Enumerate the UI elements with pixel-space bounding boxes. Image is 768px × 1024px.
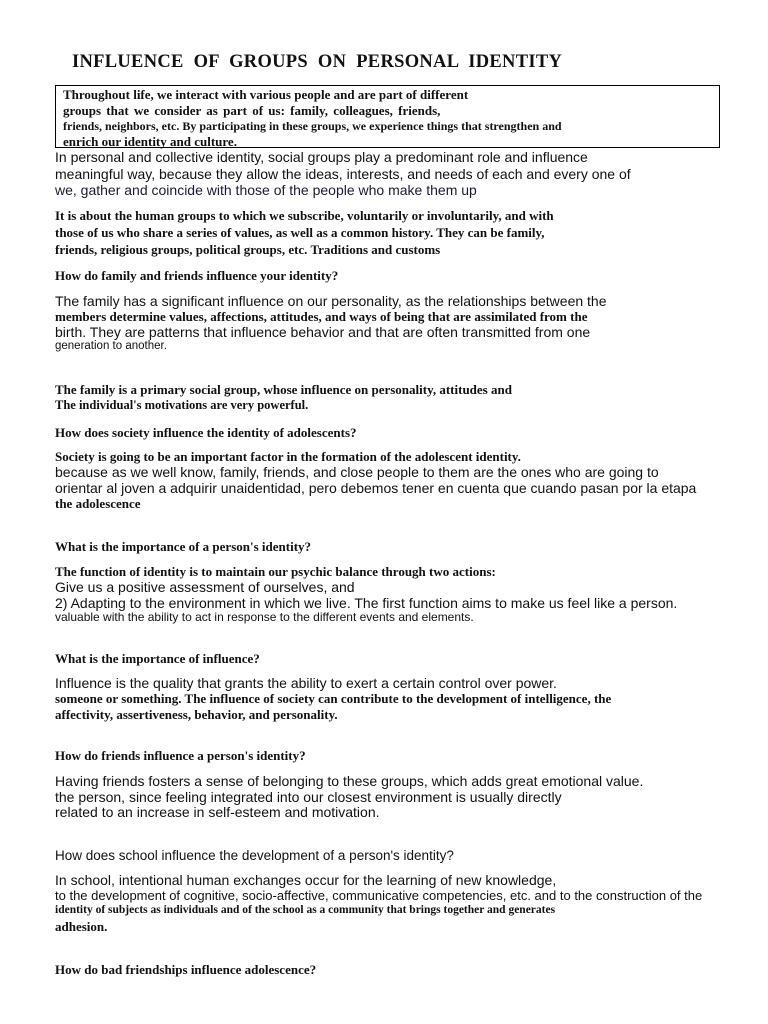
paragraph-line: the person, since feeling integrated into our closest environment is usually directly <box>55 789 562 805</box>
paragraph-line: Influence is the quality that grants the ability to exert a certain control over power. <box>55 675 557 691</box>
intro-line: Throughout life, we interact with various people and are part of different <box>63 87 469 102</box>
paragraph-line: birth. They are patterns that influence behavior and that are often transmitted from one <box>55 324 591 340</box>
intro-line: groups that we consider as part of us: family, colleagues, friends, <box>63 103 441 118</box>
paragraph-line: valuable with the ability to act in response to the different events and elements. <box>55 610 474 624</box>
paragraph-line: orientar al joven a adquirir unaidentidad, pero debemos tener en cuenta que cuando pasan por la etapa <box>55 480 697 496</box>
paragraph-line: friends, religious groups, political groups, etc. Traditions and customs <box>55 242 441 257</box>
paragraph-line: The individual's motivations are very powerful. <box>55 398 309 412</box>
question-heading: How does society influence the identity of adolescents? <box>55 425 357 440</box>
paragraph-line: 2) Adapting to the environment in which we live. The first function aims to make us feel like a person. <box>55 595 678 611</box>
question-heading: How do family and friends influence your identity? <box>55 268 339 283</box>
paragraph-line: Give us a positive assessment of ourselves, and <box>55 579 355 595</box>
paragraph-line: affectivity, assertiveness, behavior, and personality. <box>55 707 338 722</box>
question-heading: What is the importance of influence? <box>55 651 260 666</box>
paragraph-line: In school, intentional human exchanges occur for the learning of new knowledge, <box>55 872 557 888</box>
paragraph-line: members determine values, affections, attitudes, and ways of being that are assimilated from the <box>55 309 588 324</box>
paragraph-line: we, gather and coincide with those of the people who make them up <box>55 182 477 198</box>
question-heading: What is the importance of a person's identity? <box>55 539 312 554</box>
paragraph-line: someone or something. The influence of society can contribute to the development of intelligence, the <box>55 691 612 706</box>
paragraph-line: In personal and collective identity, social groups play a predominant role and influence <box>55 149 588 165</box>
paragraph-line: adhesion. <box>55 919 108 934</box>
paragraph-line: The family has a significant influence on our personality, as the relationships between the <box>55 293 607 309</box>
paragraph-line: generation to another. <box>55 340 167 352</box>
page-title: INFLUENCE OF GROUPS ON PERSONAL IDENTITY <box>72 52 563 72</box>
paragraph-line: related to an increase in self-esteem and motivation. <box>55 804 380 820</box>
paragraph-line: Society is going to be an important factor in the formation of the adolescent identity. <box>55 449 521 464</box>
question-heading: How does school influence the development of a person's identity? <box>55 848 454 863</box>
paragraph-line: those of us who share a series of values, as well as a common history. They can be family, <box>55 225 545 240</box>
paragraph-line: The function of identity is to maintain our psychic balance through two actions: <box>55 564 496 579</box>
paragraph-line: because as we well know, family, friends, and close people to them are the ones who are going to <box>55 464 659 480</box>
paragraph-line: meaningful way, because they allow the ideas, interests, and needs of each and every one of <box>55 166 631 182</box>
paragraph-line: It is about the human groups to which we subscribe, voluntarily or involuntarily, and with <box>55 208 554 223</box>
paragraph-line: Having friends fosters a sense of belonging to these groups, which adds great emotional value. <box>55 773 644 789</box>
question-heading: How do friends influence a person's identity? <box>55 748 306 763</box>
paragraph-line: identity of subjects as individuals and of the school as a community that brings together and generates <box>55 904 556 916</box>
intro-line: friends, neighbors, etc. By participating in these groups, we experience things that strengthen and <box>63 119 562 133</box>
paragraph-line: to the development of cognitive, socio-affective, communicative competencies, etc. and to the construction of the <box>55 888 703 903</box>
paragraph-line: the adolescence <box>55 496 141 511</box>
paragraph-line: The family is a primary social group, whose influence on personality, attitudes and <box>55 382 512 397</box>
intro-line: enrich our identity and culture. <box>63 134 237 149</box>
question-heading: How do bad friendships influence adolescence? <box>55 962 317 977</box>
